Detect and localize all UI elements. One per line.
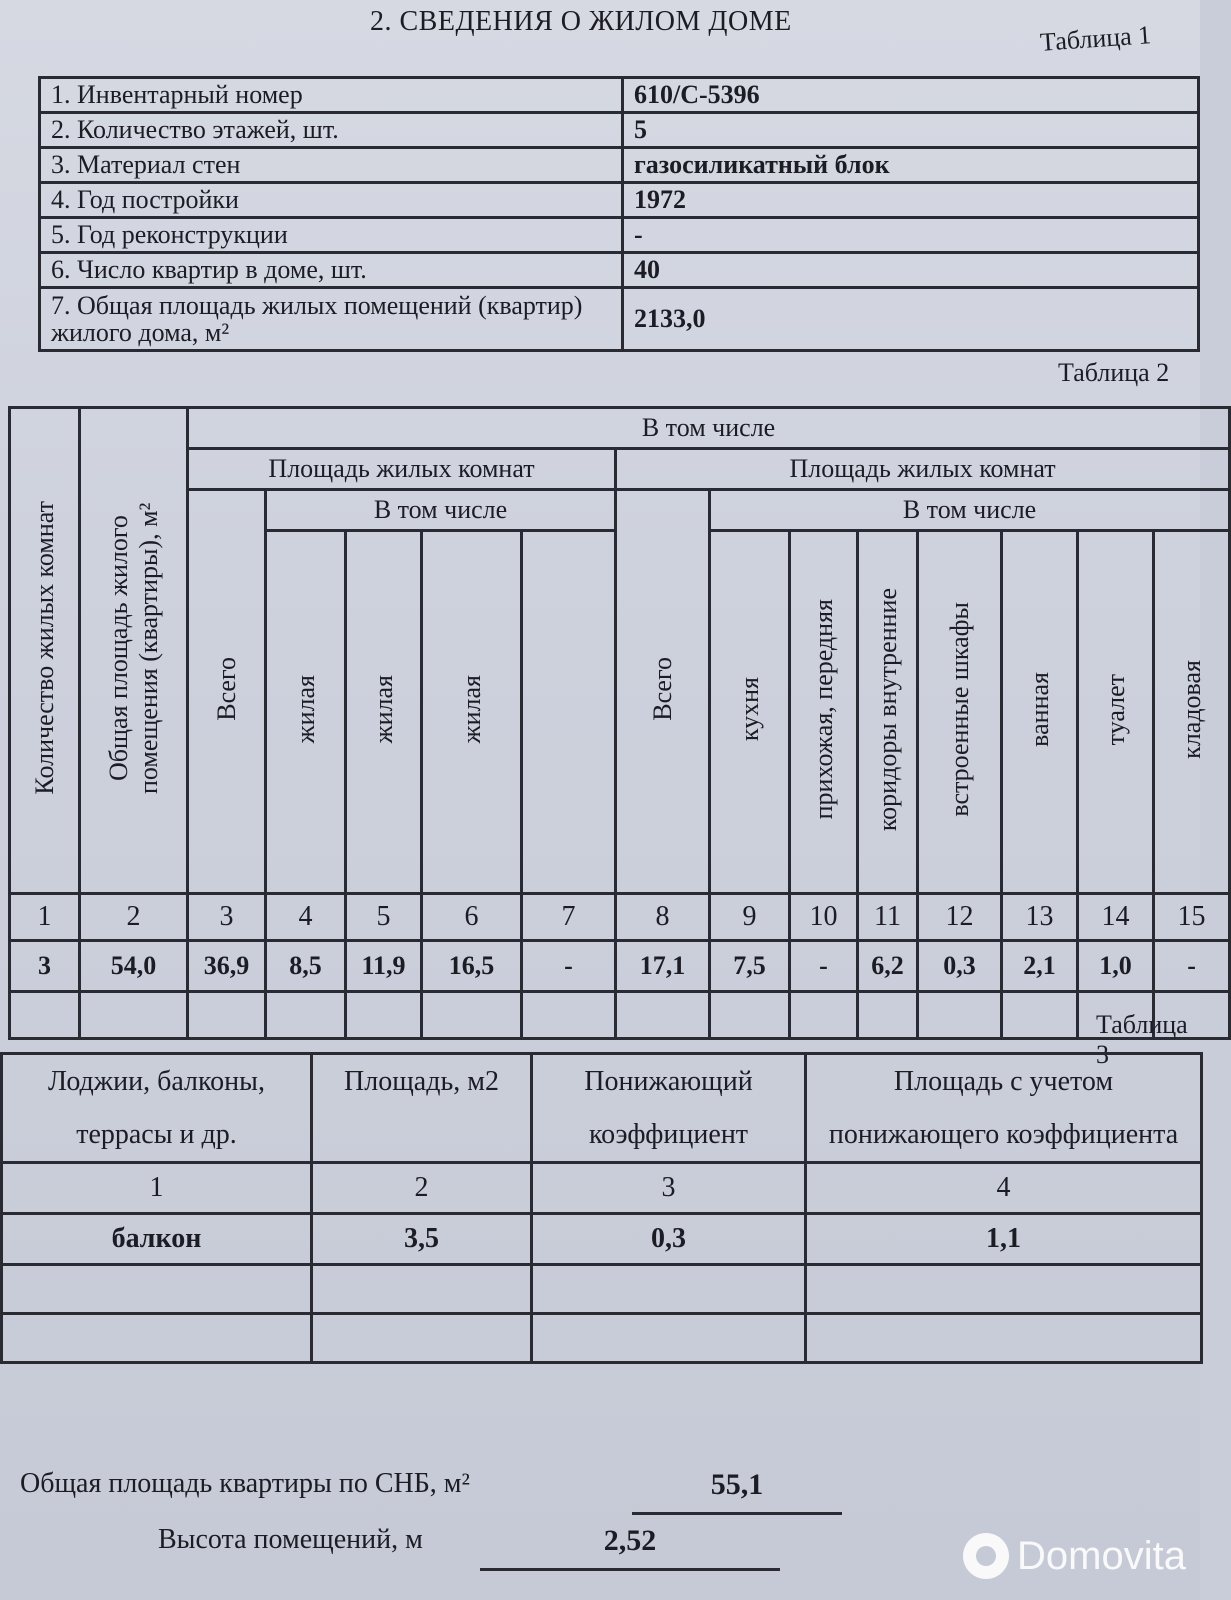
column-number-cell: 12 — [918, 894, 1002, 941]
table-cell: 6,2 — [858, 941, 918, 992]
column-number-cell: 11 — [858, 894, 918, 941]
table-cell-label: 2. Количество этажей, шт. — [40, 113, 623, 148]
table-cell: - — [1154, 941, 1230, 992]
empty-cell — [616, 992, 710, 1039]
domovita-logo-icon — [963, 1533, 1009, 1579]
table-cell: 7,5 — [710, 941, 790, 992]
column-number-cell: 4 — [806, 1163, 1202, 1214]
column-number-cell: 7 — [522, 894, 616, 941]
table-cell-value: газосиликатный блок — [623, 148, 1199, 183]
table-cell: 16,5 — [422, 941, 522, 992]
empty-row — [2, 1314, 1202, 1363]
table-row — [10, 941, 1230, 992]
column-numbers-row — [10, 894, 1230, 941]
header-kitchen: кухня — [710, 531, 790, 894]
table-cell: 2,1 — [1002, 941, 1078, 992]
table-cell-value: - — [623, 218, 1199, 253]
header-living-area-group: Площадь жилых комнат — [188, 449, 616, 490]
table-row — [2, 1214, 1202, 1265]
table-cell: 1,1 — [806, 1214, 1202, 1265]
empty-row — [2, 1265, 1202, 1314]
empty-cell — [1002, 992, 1078, 1039]
header-total-area: Общая площадь жилого помещения (квартиры), м² — [80, 408, 188, 894]
header-rooms-count: Количество жилых комнат — [10, 408, 80, 894]
column-number-cell: 2 — [312, 1163, 532, 1214]
table-cell-value: 40 — [623, 253, 1199, 288]
header-bathroom: ванная — [1002, 531, 1078, 894]
empty-cell — [266, 992, 346, 1039]
column-number-cell: 3 — [188, 894, 266, 941]
column-number-cell: 4 — [266, 894, 346, 941]
header-balcony-area: Площадь, м2 — [312, 1054, 532, 1163]
house-info-table — [38, 76, 1200, 352]
table-row — [40, 183, 1199, 218]
apartment-area-table — [8, 406, 1231, 1040]
table3-caption: Таблица 3 — [1096, 1010, 1188, 1069]
section-title: 2. СВЕДЕНИЯ О ЖИЛОМ ДОМЕ — [370, 6, 792, 37]
table-cell: 36,9 — [188, 941, 266, 992]
watermark-text: Domovita — [1017, 1533, 1186, 1578]
table-cell: 1,0 — [1078, 941, 1154, 992]
empty-cell — [422, 992, 522, 1039]
table-row — [40, 253, 1199, 288]
column-number-cell: 8 — [616, 894, 710, 941]
table-cell-label: 1. Инвентарный номер — [40, 78, 623, 113]
table-cell: балкон — [2, 1214, 312, 1265]
balcony-table — [0, 1052, 1203, 1364]
header-sub-including-2: В том числе — [710, 490, 1230, 531]
table-row — [40, 78, 1199, 113]
table-cell-value: 5 — [623, 113, 1199, 148]
header-aux-area-group: Площадь жилых комнат — [616, 449, 1230, 490]
header-corridors: коридоры внутренние — [858, 531, 918, 894]
empty-cell — [188, 992, 266, 1039]
header-storage: кладовая — [1154, 531, 1230, 894]
header-closets: встроенные шкафы — [918, 531, 1002, 894]
empty-cell — [710, 992, 790, 1039]
ceiling-height-label: Высота помещений, м — [158, 1524, 423, 1555]
header-living-3: жилая — [422, 531, 522, 894]
watermark — [963, 1526, 1186, 1586]
header-toilet: туалет — [1078, 531, 1154, 894]
table-cell: 17,1 — [616, 941, 710, 992]
column-number-cell: 15 — [1154, 894, 1230, 941]
ceiling-height-value: 2,52 — [480, 1524, 780, 1571]
table-cell-label: 4. Год постройки — [40, 183, 623, 218]
header-sub-including-1: В том числе — [266, 490, 616, 531]
table2-caption: Таблица 2 — [1058, 358, 1170, 387]
table-cell: 3,5 — [312, 1214, 532, 1265]
table-cell-value: 610/С-5396 — [623, 78, 1199, 113]
total-area-value: 55,1 — [632, 1468, 842, 1515]
table-cell: 11,9 — [346, 941, 422, 992]
column-number-cell: 6 — [422, 894, 522, 941]
header-total-aux: Всего — [616, 490, 710, 894]
column-number-cell: 13 — [1002, 894, 1078, 941]
column-number-cell: 2 — [80, 894, 188, 941]
table-cell: - — [790, 941, 858, 992]
header-reduction-coef: Понижающий коэффициент — [532, 1054, 806, 1163]
table-cell: 0,3 — [918, 941, 1002, 992]
column-number-cell: 1 — [2, 1163, 312, 1214]
empty-cell — [522, 992, 616, 1039]
table-cell-value: 1972 — [623, 183, 1199, 218]
header-living-2: жилая — [346, 531, 422, 894]
header-empty — [522, 531, 616, 894]
column-number-cell: 9 — [710, 894, 790, 941]
empty-cell — [80, 992, 188, 1039]
table-row — [40, 148, 1199, 183]
table-cell-label: 3. Материал стен — [40, 148, 623, 183]
empty-cell — [858, 992, 918, 1039]
table-cell: 8,5 — [266, 941, 346, 992]
header-total-living: Всего — [188, 490, 266, 894]
table-cell: 3 — [10, 941, 80, 992]
table-row — [40, 288, 1199, 351]
empty-cell — [10, 992, 80, 1039]
header-living-1: жилая — [266, 531, 346, 894]
header-hall: прихожая, передняя — [790, 531, 858, 894]
table-cell-label: 7. Общая площадь жилых помещений (квартир) жилого дома, м² — [40, 288, 623, 351]
header-reduced-area: Площадь с учетом понижающего коэффициента — [806, 1054, 1202, 1163]
column-number-cell: 3 — [532, 1163, 806, 1214]
column-number-cell: 1 — [10, 894, 80, 941]
table-row — [40, 113, 1199, 148]
table1-caption: Таблица 1 — [1039, 20, 1153, 57]
empty-cell — [918, 992, 1002, 1039]
column-numbers-row — [2, 1163, 1202, 1214]
table-cell: - — [522, 941, 616, 992]
column-number-cell: 10 — [790, 894, 858, 941]
header-including: В том числе — [188, 408, 1230, 449]
table-cell: 0,3 — [532, 1214, 806, 1265]
table-cell-value: 2133,0 — [623, 288, 1199, 351]
empty-cell — [346, 992, 422, 1039]
table-cell-label: 6. Число квартир в доме, шт. — [40, 253, 623, 288]
table-cell: 54,0 — [80, 941, 188, 992]
table-cell-label: 5. Год реконструкции — [40, 218, 623, 253]
header-balcony-type: Лоджии, балконы, террасы и др. — [2, 1054, 312, 1163]
total-area-label: Общая площадь квартиры по СНБ, м² — [20, 1468, 470, 1499]
empty-row — [10, 992, 1230, 1039]
table-row — [40, 218, 1199, 253]
column-number-cell: 14 — [1078, 894, 1154, 941]
column-number-cell: 5 — [346, 894, 422, 941]
empty-cell — [790, 992, 858, 1039]
